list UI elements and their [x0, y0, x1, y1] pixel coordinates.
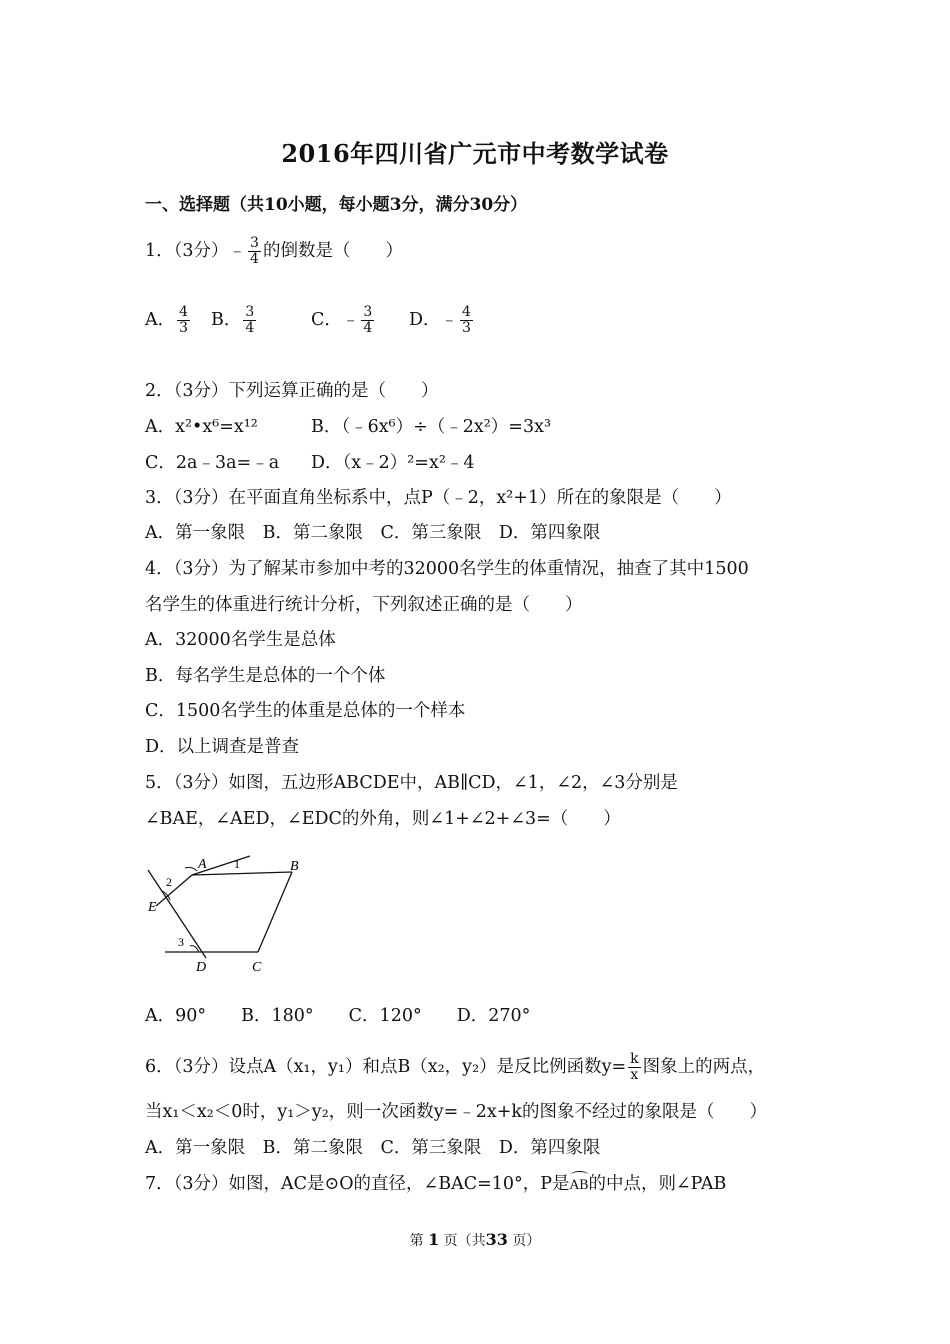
question-1-options: [145, 305, 475, 336]
option-c: C．﹣ $\frac{3}{4}$: [311, 304, 373, 336]
question-6-options: A．第一象限 B．第二象限 C．第三象限 D．第四象限: [145, 1138, 601, 1158]
page-total: 33: [485, 1230, 508, 1249]
option-b: B．（﹣6x⁶）÷（﹣2x²）=3x³: [311, 417, 551, 437]
label-E: E: [148, 900, 157, 915]
fraction: $\frac{3}{4}$: [250, 235, 259, 267]
angle-3-label: 3: [178, 935, 184, 949]
angle-1-label: 1: [234, 857, 240, 871]
page-footer: 第 1 页（共33 页）: [409, 1230, 541, 1249]
question-2-options-ab: [145, 416, 551, 438]
page-number: 1: [428, 1230, 440, 1249]
option-c: C．1500名学生的体重是总体的一个样本: [145, 701, 466, 721]
option-a: A．32000名学生是总体: [145, 630, 336, 650]
option-c: C．2a﹣3a=﹣a: [145, 453, 280, 473]
label-A: A: [198, 857, 207, 872]
option-a: A．x²•x⁶=x¹²: [145, 417, 258, 437]
angle-2-label: 2: [166, 875, 172, 889]
option-b: B． $\frac{3}{4}$: [211, 304, 255, 336]
option-d: D．（x﹣2）²=x²﹣4: [311, 453, 475, 473]
option-d: D．﹣ $\frac{4}{3}$: [409, 304, 471, 336]
question-5-stem-line2: ∠BAE，∠AED，∠EDC的外角，则∠1+∠2+∠3=（ ）: [145, 809, 621, 829]
section-heading: 一、选择题（共10小题，每小题3分，满分30分）: [145, 195, 528, 215]
question-7-stem: 7．（3分）如图，AC是⊙O的直径，∠BAC=10°，P是AB的中点，则∠PAB: [145, 1173, 726, 1197]
question-6-stem-line1: 6．（3分）设点A（x₁，y₁）和点B（x₂，y₂）是反比例函数y= $\frac{k}{x}$ 图象上的两点，: [145, 1051, 766, 1083]
fraction: $\frac{k}{x}$: [630, 1051, 639, 1083]
label-B: B: [290, 859, 299, 874]
option-d: D．以上调查是普查: [145, 737, 300, 757]
question-4-stem-line2: 名学生的体重进行统计分析，下列叙述正确的是（ ）: [145, 595, 583, 615]
question-5-stem-line1: 5．（3分）如图，五边形ABCDE中，AB∥CD，∠1，∠2，∠3分别是: [145, 773, 678, 793]
question-4-stem-line1: 4．（3分）为了解某市参加中考的32000名学生的体重情况，抽查了其中1500: [145, 559, 749, 579]
label-D: D: [196, 960, 207, 975]
question-2-stem: 2．（3分）下列运算正确的是（ ）: [145, 381, 439, 401]
question-5-options: A．90° B．180° C．120° D．270°: [145, 1006, 531, 1026]
question-1-stem: 1．（3分）﹣ $\frac{3}{4}$ 的倒数是（ ）: [145, 235, 403, 267]
label-C: C: [252, 960, 262, 975]
question-6-stem-line2: 当x₁＜x₂＜0时，y₁＞y₂，则一次函数y=﹣2x+k的图象不经过的象限是（ ）: [145, 1102, 768, 1122]
option-a: A． $\frac{4}{3}$: [145, 304, 189, 336]
arc-ab: AB: [570, 1175, 589, 1197]
question-3-options: A．第一象限 B．第二象限 C．第三象限 D．第四象限: [145, 523, 601, 543]
pentagon-figure: [140, 848, 310, 978]
question-3-stem: 3．（3分）在平面直角坐标系中，点P（﹣2，x²+1）所在的象限是（ ）: [145, 488, 732, 508]
page-title: 2016年四川省广元市中考数学试卷: [281, 139, 669, 168]
option-b: B．每名学生是总体的一个个体: [145, 666, 386, 686]
question-2-options-cd: [145, 452, 474, 474]
